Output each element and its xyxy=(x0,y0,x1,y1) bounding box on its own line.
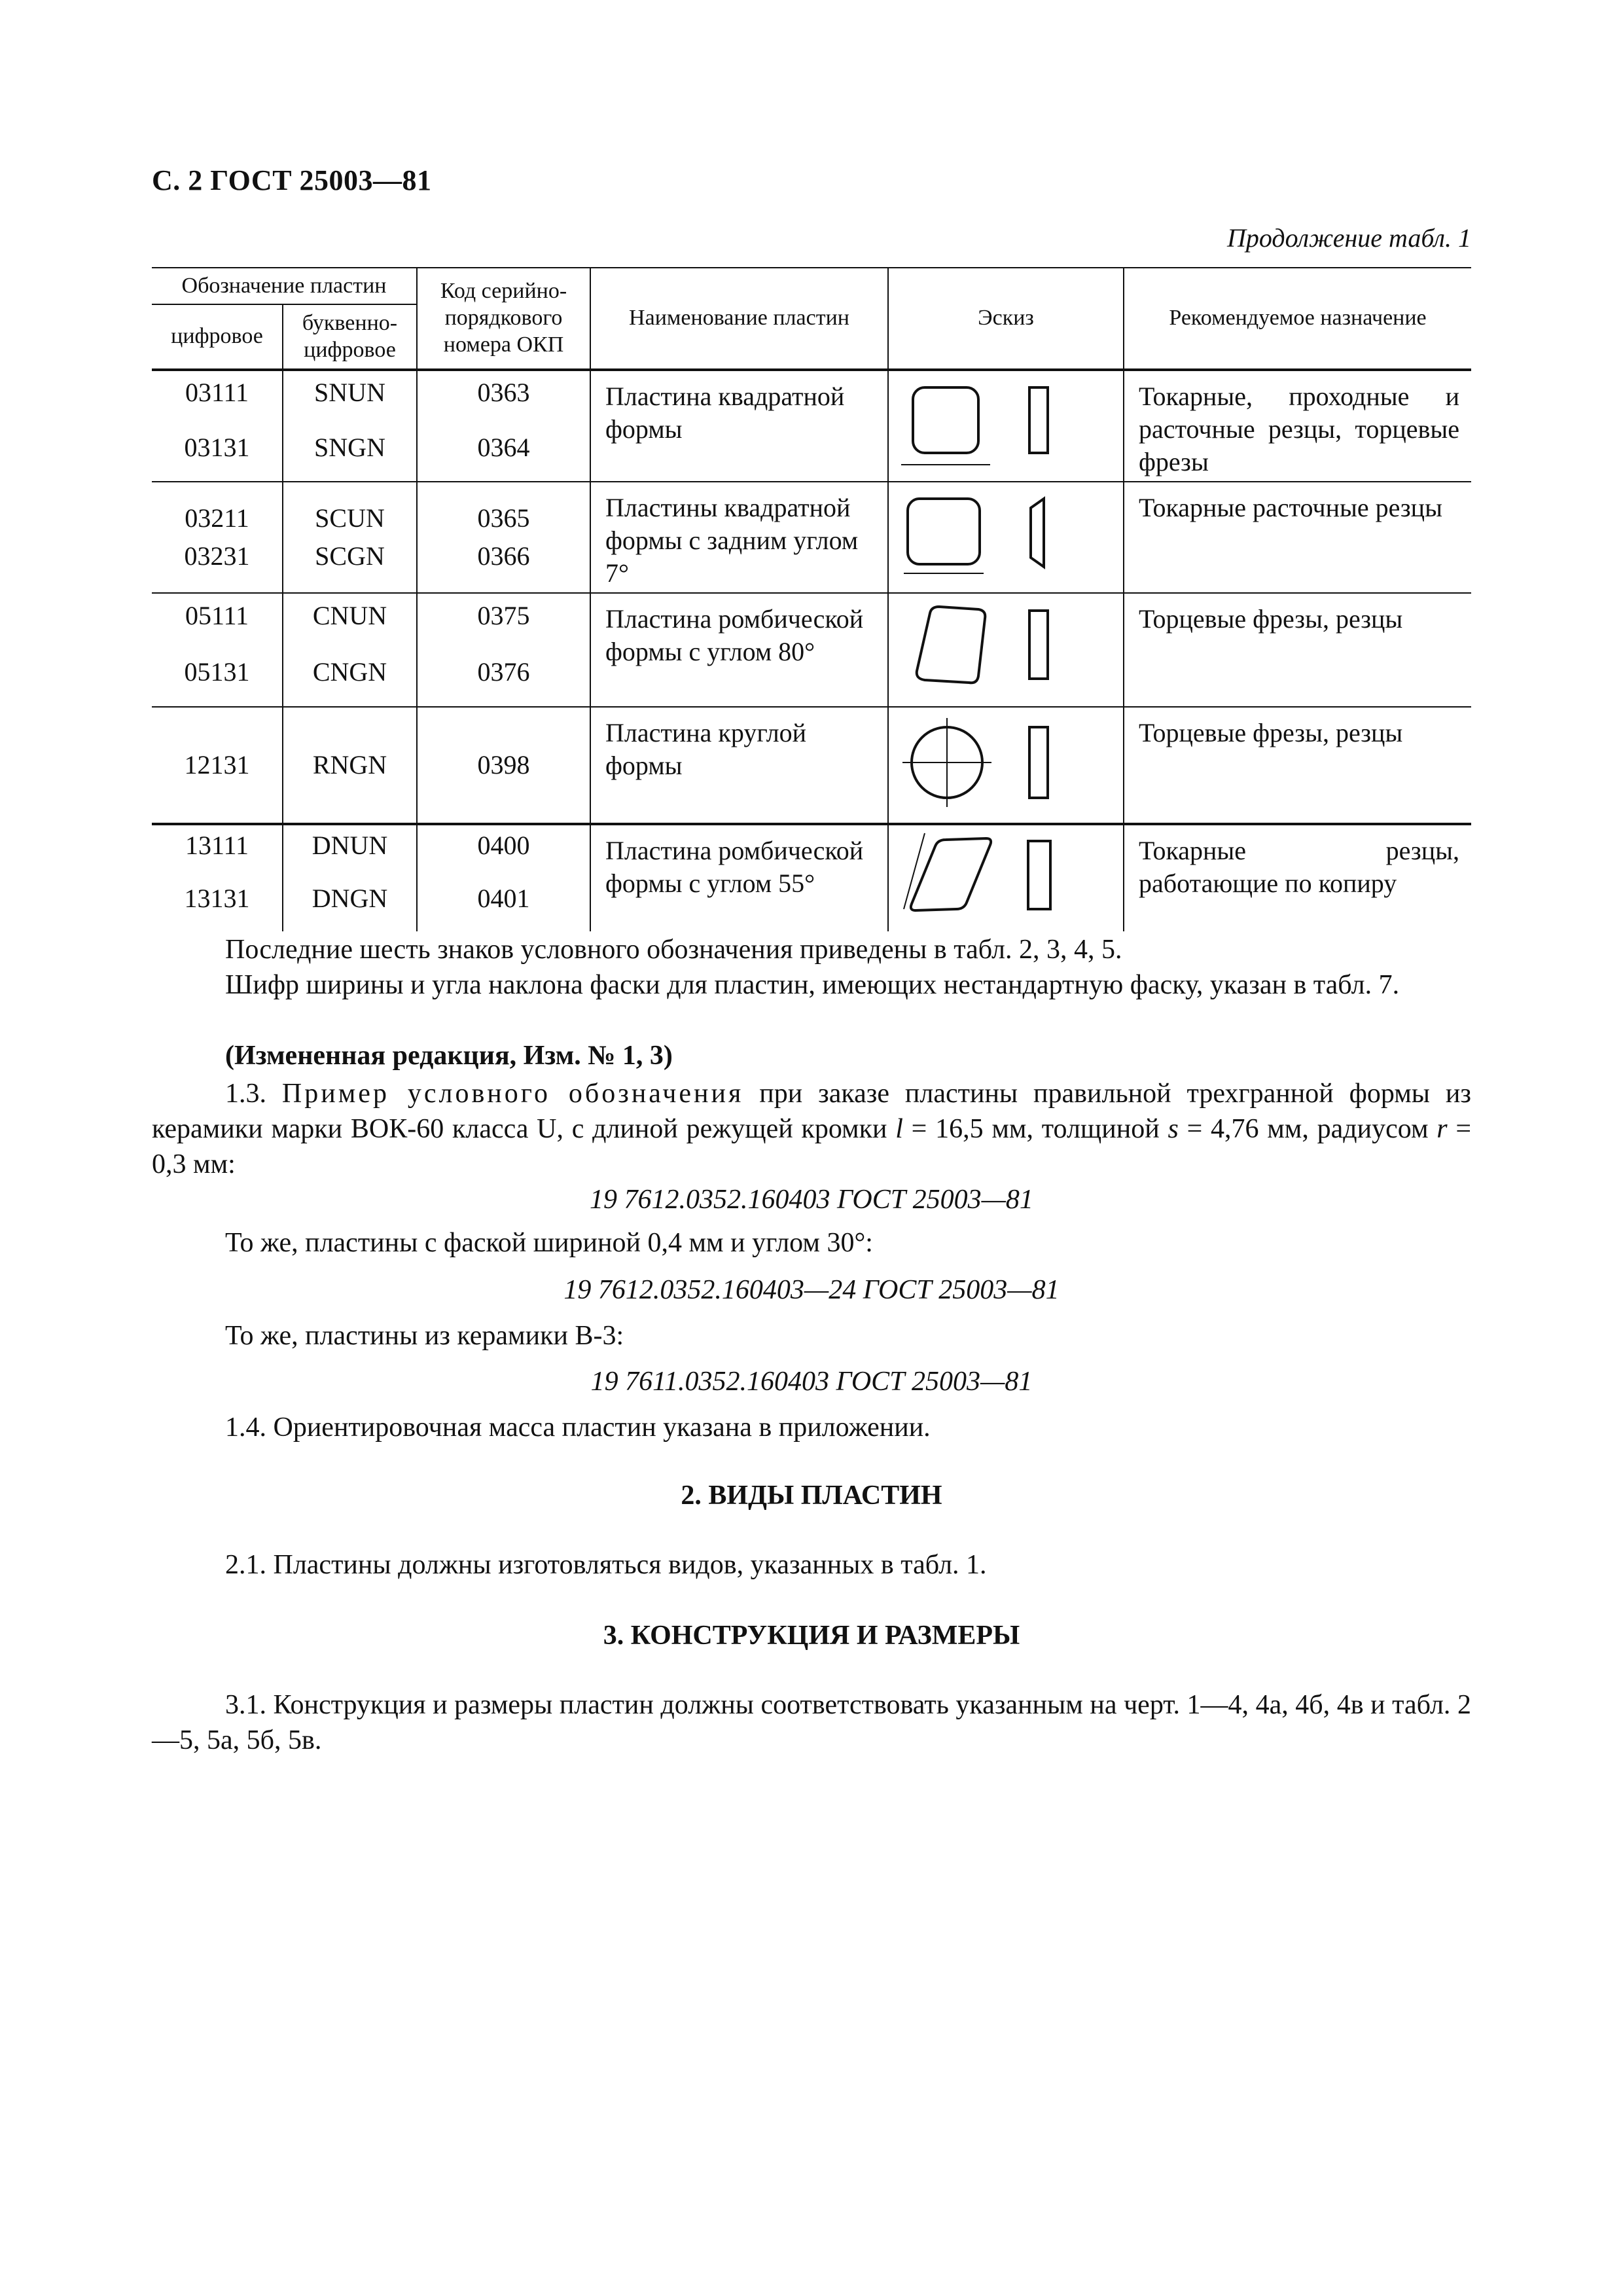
cell-alpha: CNGN xyxy=(283,638,417,707)
cell-digital: 12131 xyxy=(152,707,283,824)
header-digital: цифровое xyxy=(152,304,283,370)
header-name: Наименование пластин xyxy=(590,268,888,370)
table-continuation-label: Продолжение табл. 1 xyxy=(1226,223,1471,253)
cell-digital: 03211 03231 xyxy=(152,482,283,593)
header-okp-code: Код серийно-порядкового номера ОКП xyxy=(417,268,590,370)
paragraph-revision-note: (Измененная редакция, Изм. № 1, 3) xyxy=(225,1041,673,1071)
section-title-insert-types: 2. ВИДЫ ПЛАСТИН xyxy=(681,1480,942,1511)
cell-name: Пластина круглой формы xyxy=(590,707,888,824)
cell-okp: 0400 xyxy=(417,824,590,867)
table-row xyxy=(152,370,1471,414)
cell-name: Пластина ромбической формы с углом 80° xyxy=(590,593,888,707)
cell-alpha: RNGN xyxy=(283,707,417,824)
cell-okp: 0401 xyxy=(417,867,590,931)
cell-usage: Токарные расточные резцы xyxy=(1124,482,1471,593)
paragraph-last-six-characters: Последние шесть знаков условного обозначения приведены в табл. 2, 3, 4, 5. xyxy=(225,935,1122,965)
cell-okp: 0375 xyxy=(417,593,590,638)
paragraph-designation-example: 1.3. Пример условного обозначения при заказе пластины правильной трехгранной формы из керамики марки ВОК-60 класса U, с длиной режущей кромки l = 16,5 мм, толщиной s = 4,76 мм, радиусом r = 0,3 мм: xyxy=(152,1079,1472,1179)
section-title-design-dimensions: 3. КОНСТРУКЦИЯ И РАЗМЕРЫ xyxy=(603,1621,1020,1651)
designation-example-3: 19 7611.0352.160403 ГОСТ 25003—81 xyxy=(590,1367,1033,1397)
designation-example-1: 19 7612.0352.160403 ГОСТ 25003—81 xyxy=(590,1185,1033,1215)
cell-okp: 0364 xyxy=(417,414,590,482)
table-row xyxy=(152,593,1471,638)
page-header: С. 2 ГОСТ 25003—81 xyxy=(152,164,432,196)
table-row xyxy=(152,482,1471,593)
cell-okp: 0398 xyxy=(417,707,590,824)
header-usage: Рекомендуемое назначение xyxy=(1124,268,1471,370)
cell-digital: 05111 xyxy=(152,593,283,638)
paragraph-insert-types: 2.1. Пластины должны изготовляться видов, указанных в табл. 1. xyxy=(225,1550,987,1580)
cell-name: Пластины квадратной формы с задним углом 7° xyxy=(590,482,888,593)
cell-digital: 05131 xyxy=(152,638,283,707)
cell-digital: 03111 xyxy=(152,370,283,414)
paragraph-chamfer-code: Шифр ширины и угла наклона фаски для пластин, имеющих нестандартную фаску, указан в табл. 7. xyxy=(225,970,1400,1000)
designation-example-2: 19 7612.0352.160403—24 ГОСТ 25003—81 xyxy=(563,1275,1060,1305)
round-insert-icon xyxy=(889,708,1122,815)
header-alphanumeric: буквенно-цифровое xyxy=(283,304,417,370)
cell-okp: 0376 xyxy=(417,638,590,707)
cell-okp: 0365 0366 xyxy=(417,482,590,593)
header-designation: Обозначение пластин xyxy=(152,268,417,304)
paragraph-ceramic-variant: То же, пластины из керамики В-3: xyxy=(225,1321,624,1351)
paragraph-approximate-mass: 1.4. Ориентировочная масса пластин указана в приложении. xyxy=(225,1412,931,1443)
header-sketch: Эскиз xyxy=(888,268,1124,370)
table-row xyxy=(152,707,1471,824)
cell-name: Пластина ромбической формы с углом 55° xyxy=(590,824,888,931)
cell-name: Пластина квадратной формы xyxy=(590,370,888,482)
cell-alpha: DNGN xyxy=(283,867,417,931)
square-insert-icon xyxy=(889,373,1122,471)
rhombic-55-insert-icon xyxy=(889,825,1122,924)
cell-alpha: CNUN xyxy=(283,593,417,638)
cell-alpha: SCUN SCGN xyxy=(283,482,417,593)
cell-alpha: SNUN xyxy=(283,370,417,414)
cell-alpha: DNUN xyxy=(283,824,417,867)
rhombic-80-insert-icon xyxy=(889,594,1122,698)
insert-designation-table xyxy=(152,267,1471,931)
cell-usage: Торцевые фрезы, резцы xyxy=(1124,707,1471,824)
cell-usage: Токарные, проходные и расточные резцы, торцевые фрезы xyxy=(1124,370,1471,482)
rhombic-80-insert-sketch xyxy=(888,593,1124,707)
cell-okp: 0363 xyxy=(417,370,590,414)
square-clearance-insert-icon xyxy=(889,484,1122,583)
rhombic-55-insert-sketch xyxy=(888,824,1124,931)
cell-digital: 03131 xyxy=(152,414,283,482)
cell-digital: 13111 xyxy=(152,824,283,867)
table-row xyxy=(152,824,1471,867)
paragraph-design-dimensions: 3.1. Конструкция и размеры пластин должны соответствовать указанным на черт. 1—4, 4а, 4б, 4в и табл. 2—5, 5а, 5б, 5в. xyxy=(152,1690,1471,1755)
paragraph-chamfer-variant: То же, пластины с фаской шириной 0,4 мм и углом 30°: xyxy=(225,1228,873,1258)
cell-digital: 13131 xyxy=(152,867,283,931)
round-insert-sketch xyxy=(888,707,1124,824)
cell-usage: Токарные резцы, работающие по копиру xyxy=(1124,824,1471,931)
cell-usage: Торцевые фрезы, резцы xyxy=(1124,593,1471,707)
square-insert-sketch xyxy=(888,370,1124,482)
cell-alpha: SNGN xyxy=(283,414,417,482)
square-clearance-insert-sketch xyxy=(888,482,1124,593)
